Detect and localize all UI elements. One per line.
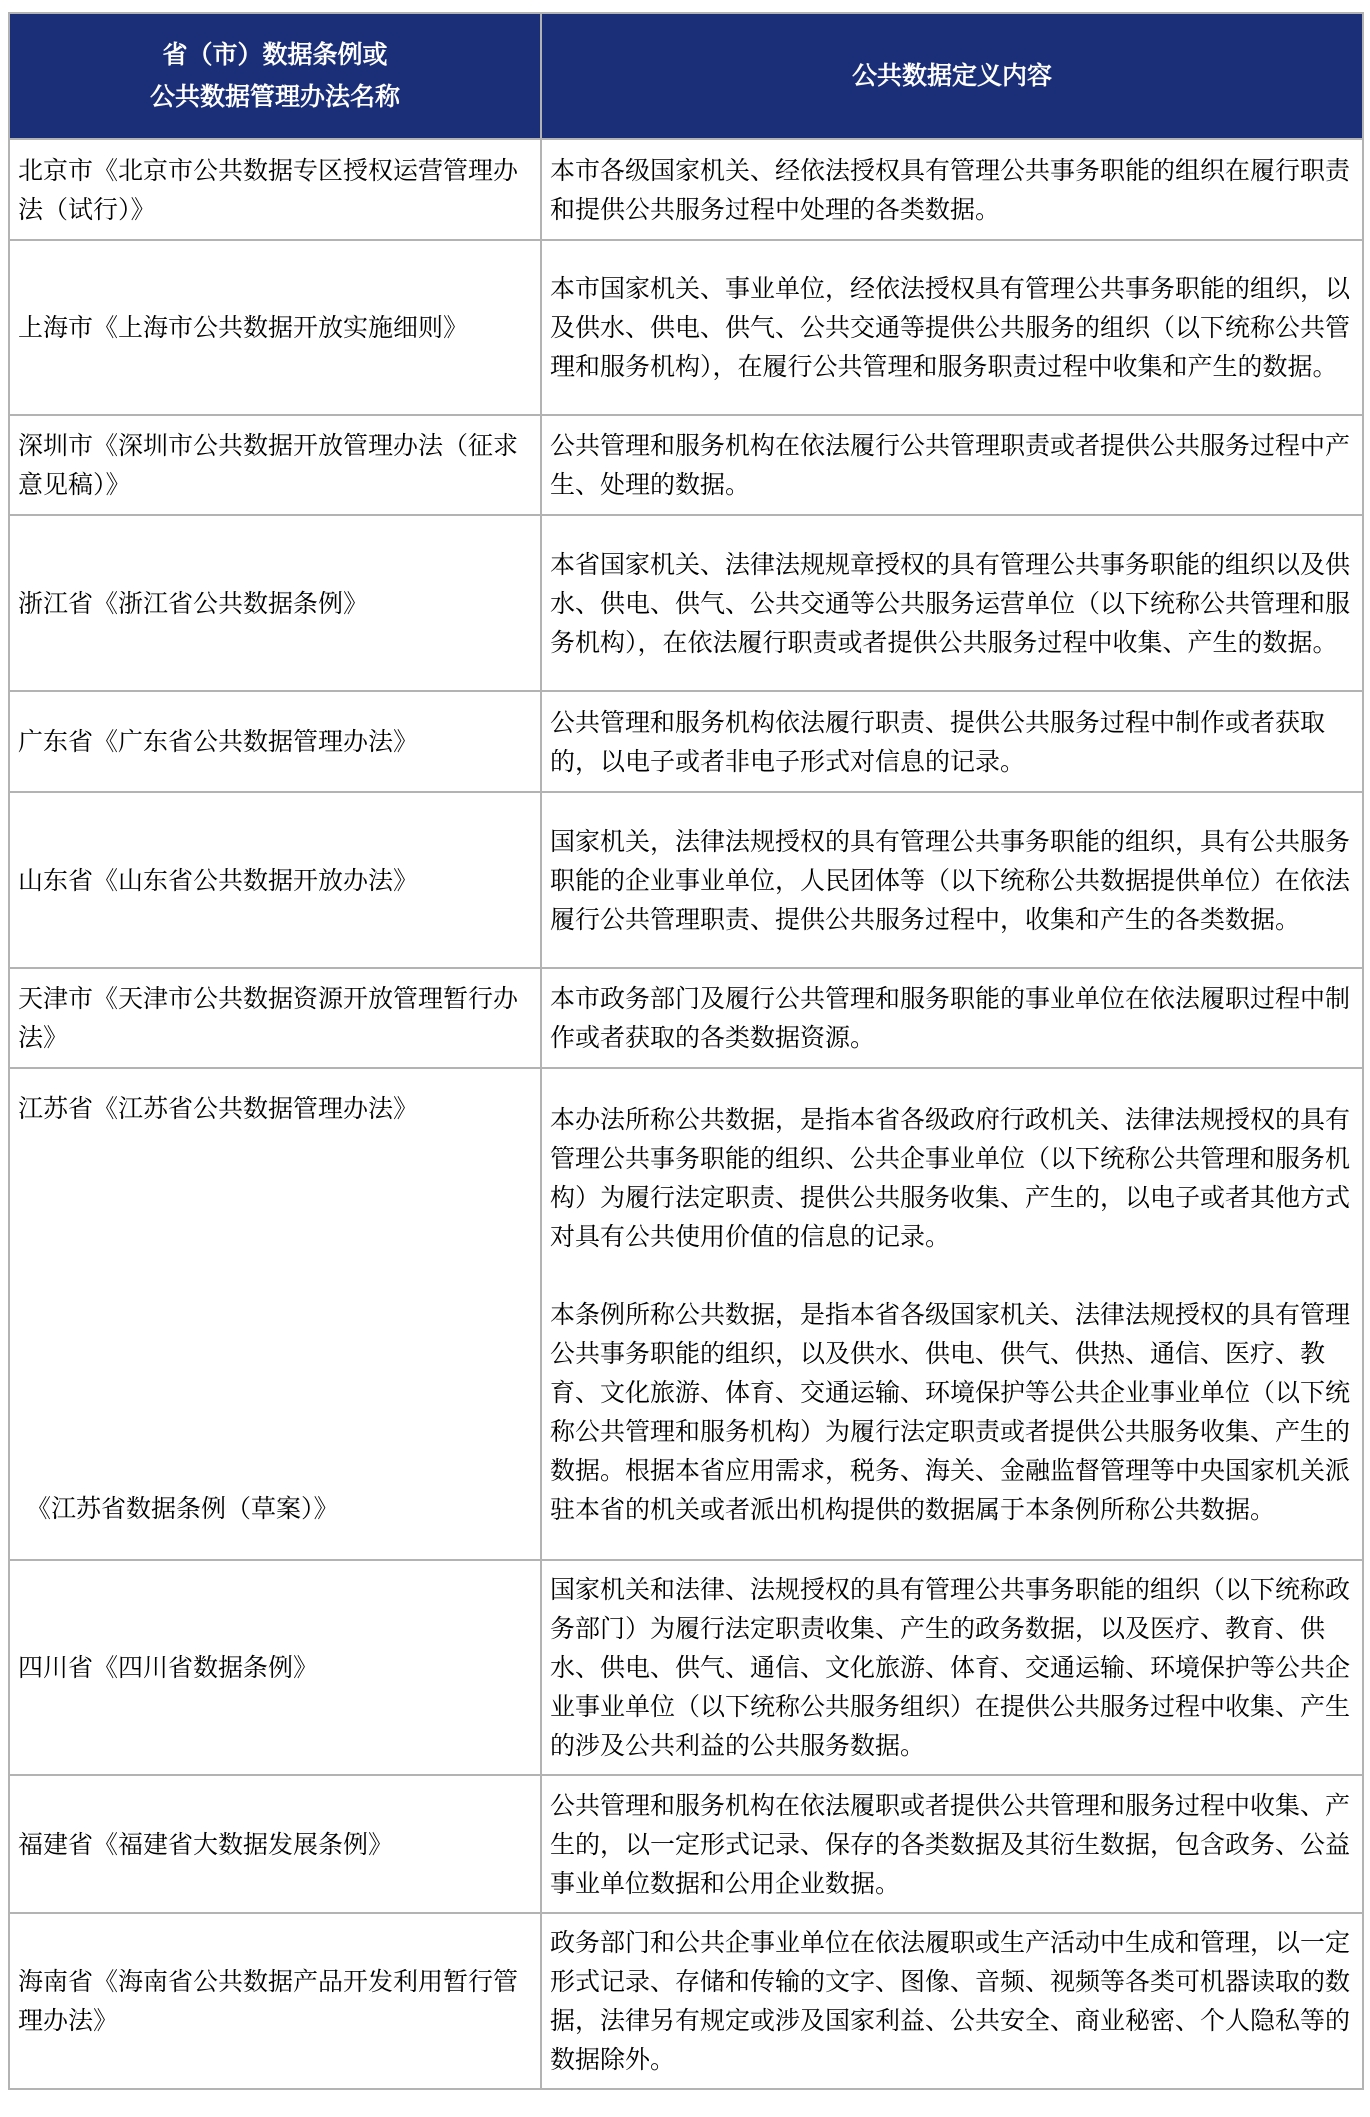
definition-cell: 本省国家机关、法律法规规章授权的具有管理公共事务职能的组织以及供水、供电、供气、公共交通等公共服务运营单位（以下统称公共管理和服务机构），在依法履行职责或者提供公共服务过程中收集、产生的数据。 [541, 515, 1363, 691]
header-name-line-1: 省（市）数据条例或 [162, 40, 388, 69]
jiangsu-definition-1: 本办法所称公共数据，是指本省各级政府行政机关、法律法规授权的具有管理公共事务职能的组织、公共企事业单位（以下统称公共管理和服务机构）为履行法定职责、提供公共服务收集、产生的，以电子或者其他方式对具有公共使用价值的信息的记录。 [550, 1104, 1351, 1251]
table-row-shandong [9, 792, 1363, 968]
regulation-name-cell: 深圳市《深圳市公共数据开放管理办法（征求意见稿）》 [9, 415, 541, 515]
regulation-name-cell: 福建省《福建省大数据发展条例》 [9, 1775, 541, 1913]
table-row-beijing [9, 139, 1363, 240]
definition-cell [541, 1068, 1363, 1560]
table-row-sichuan [9, 1560, 1363, 1775]
regulation-name-cell: 天津市《天津市公共数据资源开放管理暂行办法》 [9, 968, 541, 1068]
definition-cell: 政务部门和公共企事业单位在依法履职或生产活动中生成和管理，以一定形式记录、存储和传输的文字、图像、音频、视频等各类可机器读取的数据，法律另有规定或涉及国家利益、公共安全、商业秘密、个人隐私等的数据除外。 [541, 1913, 1363, 2089]
regulations-table [8, 12, 1364, 2090]
table-row-guangdong [9, 691, 1363, 792]
regulation-name-cell: 四川省《四川省数据条例》 [9, 1560, 541, 1775]
definition-cell: 本市国家机关、事业单位，经依法授权具有管理公共事务职能的组织，以及供水、供电、供气、公共交通等提供公共服务的组织（以下统称公共管理和服务机构），在履行公共管理和服务职责过程中收集和产生的数据。 [541, 240, 1363, 415]
table-row-fujian [9, 1775, 1363, 1913]
jiangsu-draft-regulation-name: 《江苏省数据条例（草案）》 [26, 1494, 339, 1523]
regulation-name-cell: 北京市《北京市公共数据专区授权运营管理办法（试行）》 [9, 139, 541, 240]
definition-cell: 国家机关和法律、法规授权的具有管理公共事务职能的组织（以下统称政务部门）为履行法定职责收集、产生的政务数据，以及医疗、教育、供水、供电、供气、通信、文化旅游、体育、交通运输、环境保护等公共企业事业单位（以下统称公共服务组织）在提供公共服务过程中收集、产生的涉及公共利益的公共服务数据。 [541, 1560, 1363, 1775]
definition-cell: 本市政务部门及履行公共管理和服务职能的事业单位在依法履职过程中制作或者获取的各类数据资源。 [541, 968, 1363, 1068]
table-row-tianjin [9, 968, 1363, 1068]
definition-cell: 国家机关，法律法规授权的具有管理公共事务职能的组织，具有公共服务职能的企业事业单位，人民团体等（以下统称公共数据提供单位）在依法履行公共管理职责、提供公共服务过程中，收集和产生的各类数据。 [541, 792, 1363, 968]
regulation-name-cell: 海南省《海南省公共数据产品开发利用暂行管理办法》 [9, 1913, 541, 2089]
header-regulation-name [9, 13, 541, 139]
regulation-name-cell [9, 1068, 541, 1560]
header-definition: 公共数据定义内容 [541, 13, 1363, 139]
table-row-jiangsu [9, 1068, 1363, 1560]
table-row-shenzhen [9, 415, 1363, 515]
jiangsu-definition-2: 本条例所称公共数据，是指本省各级国家机关、法律法规授权的具有管理公共事务职能的组织，以及供水、供电、供气、供热、通信、医疗、教育、文化旅游、体育、交通运输、环境保护等公共企业事业单位（以下统称公共管理和服务机构）为履行法定职责或者提供公共服务收集、产生的数据。根据本省应用需求，税务、海关、金融监督管理等中央国家机关派驻本省的机关或者派出机构提供的数据属于本条例所称公共数据。 [550, 1299, 1351, 1524]
regulation-name-cell: 山东省《山东省公共数据开放办法》 [9, 792, 541, 968]
regulation-name-cell: 上海市《上海市公共数据开放实施细则》 [9, 240, 541, 415]
header-name-line-2: 公共数据管理办法名称 [149, 82, 400, 111]
definition-cell: 公共管理和服务机构依法履行职责、提供公共服务过程中制作或者获取的，以电子或者非电子形式对信息的记录。 [541, 691, 1363, 792]
table-header-row [9, 13, 1363, 139]
table-row-zhejiang [9, 515, 1363, 691]
jiangsu-measures-name: 江苏省《江苏省公共数据管理办法》 [18, 1094, 419, 1123]
definition-cell: 本市各级国家机关、经依法授权具有管理公共事务职能的组织在履行职责和提供公共服务过程中处理的各类数据。 [541, 139, 1363, 240]
table-row-hainan [9, 1913, 1363, 2089]
definition-cell: 公共管理和服务机构在依法履职或者提供公共管理和服务过程中收集、产生的，以一定形式记录、保存的各类数据及其衍生数据，包含政务、公益事业单位数据和公用企业数据。 [541, 1775, 1363, 1913]
regulation-name-cell: 广东省《广东省公共数据管理办法》 [9, 691, 541, 792]
table-row-shanghai [9, 240, 1363, 415]
regulation-name-cell: 浙江省《浙江省公共数据条例》 [9, 515, 541, 691]
definition-cell: 公共管理和服务机构在依法履行公共管理职责或者提供公共服务过程中产生、处理的数据。 [541, 415, 1363, 515]
